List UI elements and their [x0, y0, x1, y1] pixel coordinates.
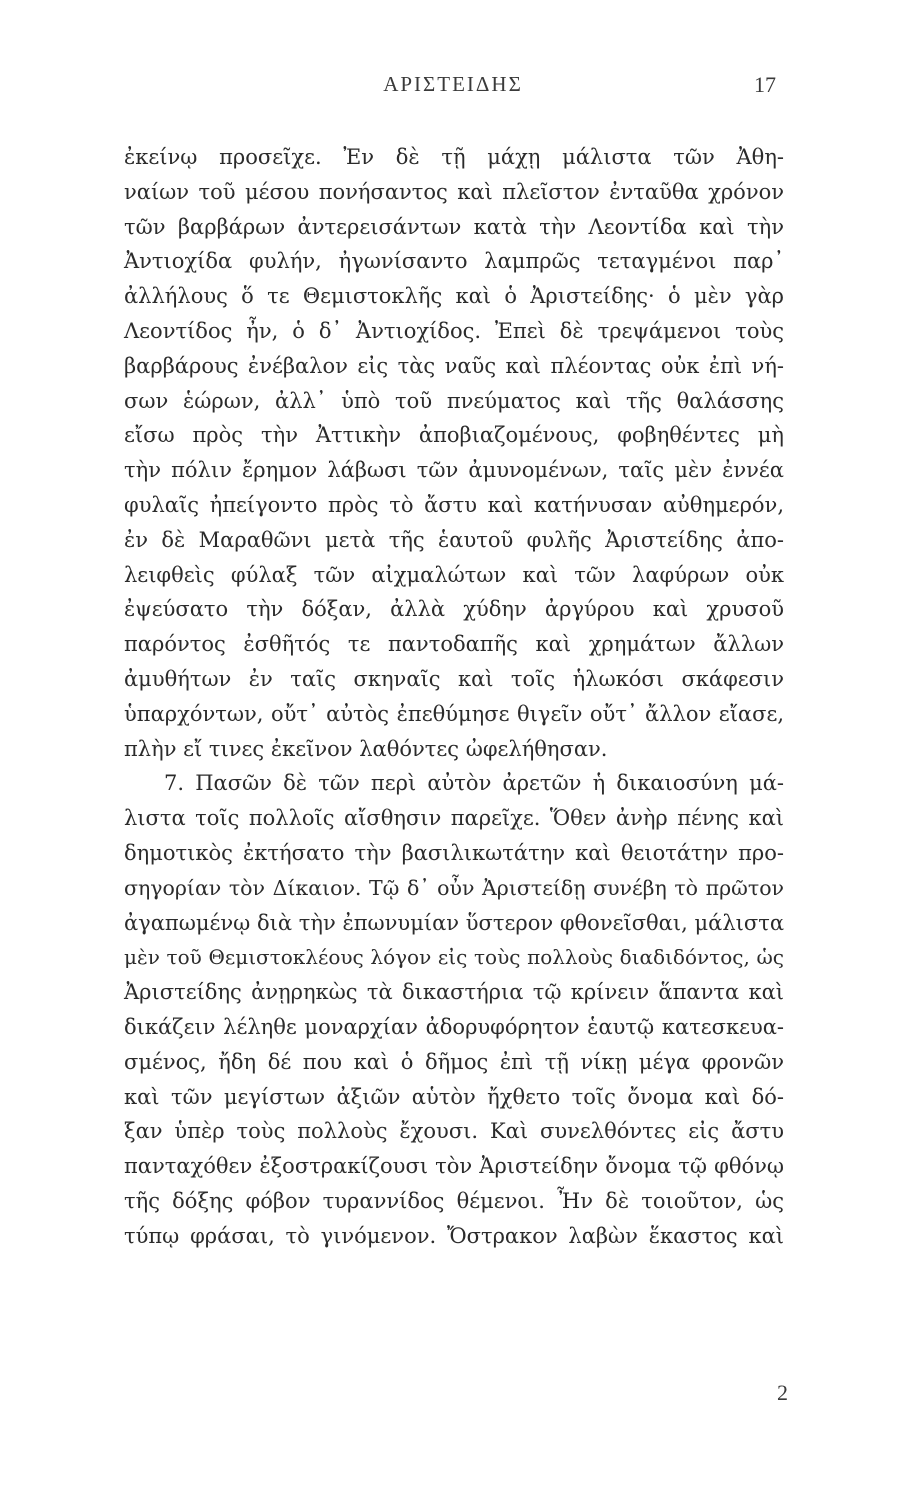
text-line-section-start: 7. Πασῶν δὲ τῶν περὶ αὐτὸν ἀρετῶν ἡ δικαιοσύνη μά-: [164, 771, 784, 796]
text-line: ἀγαπωμένῳ διὰ τὴν ἐπωνυμίαν ὕστερον φθονεῖσθαι, μάλιστα: [124, 910, 784, 935]
text-line: Ἀριστείδης ἀνῃρηκὼς τὰ δικαστήρια τῷ κρίνειν ἅπαντα καὶ: [124, 980, 784, 1005]
text-line: σων ἑώρων, ἀλλ᾽ ὑπὸ τοῦ πνεύματος καὶ τῆς θαλάσσης: [124, 388, 784, 413]
text-line: τύπῳ φράσαι, τὸ γινόμενον. Ὄστρακον λαβὼν ἕκαστος καὶ: [124, 1223, 784, 1248]
text-line: λειφθεὶς φύλαξ τῶν αἰχμαλώτων καὶ τῶν λαφύρων οὐκ: [124, 562, 784, 587]
text-line: τῶν βαρβάρων ἀντερεισάντων κατὰ τὴν Λεοντίδα καὶ τὴν: [124, 214, 784, 239]
text-line-paragraph-end: πλὴν εἴ τινες ἐκεῖνον λαθόντες ὠφελήθησαν.: [124, 736, 608, 761]
text-line: παρόντος ἐσθῆτός τε παντοδαπῆς καὶ χρημάτων ἄλλων: [124, 632, 784, 657]
text-line: δημοτικὸς ἐκτήσατο τὴν βασιλικωτάτην καὶ θειοτάτην προ-: [124, 840, 784, 865]
page-number: 17: [754, 72, 776, 97]
text-line: δικάζειν λέληθε μοναρχίαν ἀδορυφόρητον ἑαυτῷ κατεσκευα-: [124, 1014, 784, 1039]
text-line: μὲν τοῦ Θεμιστοκλέους λόγον εἰς τοὺς πολλοὺς διαδιδόντος, ὡς: [124, 945, 784, 970]
text-line: ὑπαρχόντων, οὔτ᾽ αὐτὸς ἐπεθύμησε θιγεῖν οὔτ᾽ ἄλλον εἴασε,: [124, 701, 784, 726]
text-line: ναίων τοῦ μέσου πονήσαντος καὶ πλεῖστον ἐνταῦθα χρόνον: [124, 179, 784, 204]
text-line: Λεοντίδος ἦν, ὁ δ᾽ Ἀντιοχίδος. Ἐπεὶ δὲ τρεψάμενοι τοὺς: [124, 318, 784, 343]
text-line: ἀμυθήτων ἐν ταῖς σκηναῖς καὶ τοῖς ἡλωκόσι σκάφεσιν: [124, 666, 784, 691]
text-line: σμένος, ἤδη δέ που καὶ ὁ δῆμος ἐπὶ τῇ νίκῃ μέγα φρονῶν: [124, 1049, 784, 1074]
text-line: εἴσω πρὸς τὴν Ἀττικὴν ἀποβιαζομένους, φοβηθέντες μὴ: [124, 423, 784, 448]
running-title: ΑΡΙΣΤΕΙΔΗΣ: [383, 72, 523, 96]
text-line: τὴν πόλιν ἔρημον λάβωσι τῶν ἀμυνομένων, ταῖς μὲν ἐννέα: [124, 458, 784, 483]
text-line: τῆς δόξης φόβον τυραννίδος θέμενοι. Ἦν δὲ τοιοῦτον, ὡς: [124, 1188, 784, 1213]
text-line: βαρβάρους ἐνέβαλον εἰς τὰς ναῦς καὶ πλέοντας οὐκ ἐπὶ νή-: [124, 353, 784, 378]
text-line: λιστα τοῖς πολλοῖς αἴσθησιν παρεῖχε. Ὅθεν ἀνὴρ πένης καὶ: [124, 806, 784, 831]
text-line: ἐψεύσατο τὴν δόξαν, ἀλλὰ χύδην ἀργύρου καὶ χρυσοῦ: [124, 597, 784, 622]
body-text: [124, 140, 784, 1254]
text-line: Ἀντιοχίδα φυλήν, ἠγωνίσαντο λαμπρῶς τεταγμένοι παρ᾽: [124, 249, 784, 274]
text-line: ξαν ὑπὲρ τοὺς πολλοὺς ἔχουσι. Καὶ συνελθόντες εἰς ἄστυ: [124, 1119, 784, 1144]
text-line: πανταχόθεν ἐξοστρακίζουσι τὸν Ἀριστείδην ὄνομα τῷ φθόνῳ: [124, 1154, 784, 1179]
signature-mark: 2: [777, 1380, 788, 1405]
text-line: σηγορίαν τὸν Δίκαιον. Τῷ δ᾽ οὖν Ἀριστείδῃ συνέβη τὸ πρῶτον: [124, 875, 784, 900]
text-line: ἐκείνῳ προσεῖχε. Ἐν δὲ τῇ μάχῃ μάλιστα τῶν Ἀθη-: [124, 145, 784, 169]
text-line: ἀλλήλους ὅ τε Θεμιστοκλῆς καὶ ὁ Ἀριστείδης· ὁ μὲν γὰρ: [124, 284, 784, 309]
text-line: ἐν δὲ Μαραθῶνι μετὰ τῆς ἑαυτοῦ φυλῆς Ἀριστείδης ἀπο-: [124, 527, 784, 552]
text-line: καὶ τῶν μεγίστων ἀξιῶν αὑτὸν ἤχθετο τοῖς ὄνομα καὶ δό-: [124, 1084, 784, 1109]
text-line: φυλαῖς ἠπείγοντο πρὸς τὸ ἄστυ καὶ κατήνυσαν αὐθημερόν,: [124, 492, 784, 517]
